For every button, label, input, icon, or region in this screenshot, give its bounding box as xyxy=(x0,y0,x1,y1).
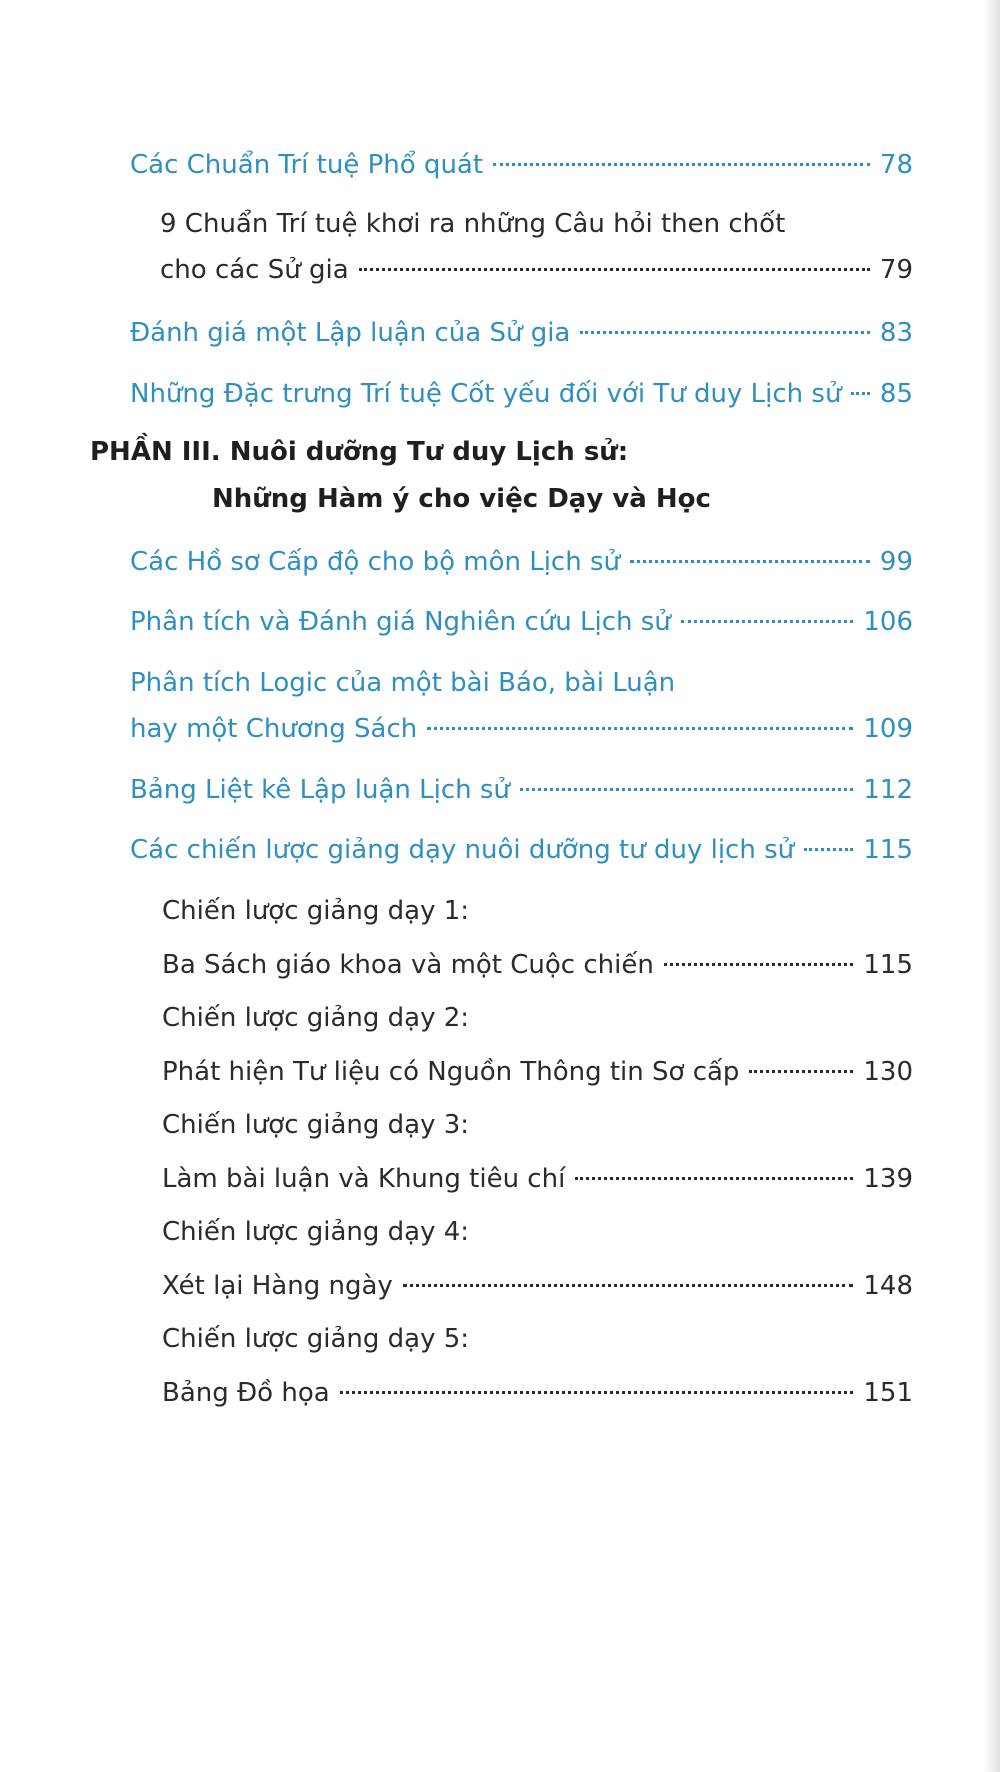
toc-subentry[interactable] xyxy=(162,1001,913,1089)
toc-entry-line1: Chiến lược giảng dạy 2: xyxy=(162,1003,470,1033)
toc-entry-title: Xét lại Hàng ngày xyxy=(162,1271,393,1301)
dot-leader xyxy=(359,268,870,271)
toc-entry-title: Bảng Đồ họa xyxy=(162,1378,330,1408)
toc-entry-page: 151 xyxy=(863,1378,913,1408)
toc-entry-title: Làm bài luận và Khung tiêu chí xyxy=(162,1164,566,1194)
toc-entry-page: 78 xyxy=(879,150,913,180)
toc-entry[interactable] xyxy=(130,773,913,807)
toc-subentry[interactable] xyxy=(162,894,913,982)
toc-entry-page: 79 xyxy=(879,255,913,285)
toc-entry[interactable] xyxy=(130,377,913,411)
toc-subentry[interactable] xyxy=(162,1322,913,1410)
toc-entry[interactable] xyxy=(130,605,913,639)
toc-entry-page: 139 xyxy=(863,1164,913,1194)
dot-leader xyxy=(403,1284,854,1287)
toc-entry[interactable] xyxy=(130,666,913,746)
toc-entry[interactable] xyxy=(130,545,913,579)
toc-entry-page: 109 xyxy=(863,714,913,744)
dot-leader xyxy=(804,848,853,851)
toc-entry-page: 83 xyxy=(879,318,913,348)
toc-entry-page: 115 xyxy=(863,835,913,865)
toc-entry-line1: Phân tích Logic của một bài Báo, bài Luận xyxy=(130,668,676,698)
toc-entry-page: 99 xyxy=(879,547,913,577)
toc-entry-line1: 9 Chuẩn Trí tuệ khơi ra những Câu hỏi then chốt xyxy=(160,209,786,239)
toc-entry-line1: Chiến lược giảng dạy 1: xyxy=(162,896,470,926)
toc-entry-page: 85 xyxy=(879,379,913,409)
toc-entry-page: 148 xyxy=(863,1271,913,1301)
toc-subentry[interactable] xyxy=(160,207,913,287)
toc-entry-line1: Chiến lược giảng dạy 5: xyxy=(162,1324,470,1354)
toc-entry-page: 130 xyxy=(863,1057,913,1087)
dot-leader xyxy=(664,963,854,966)
part-heading-line2: Những Hàm ý cho việc Dạy và Học xyxy=(212,484,711,514)
toc-entry-title: Các chiến lược giảng dạy nuôi dưỡng tư duy lịch sử xyxy=(130,835,795,865)
toc-entry-title: Các Chuẩn Trí tuệ Phổ quát xyxy=(130,150,484,180)
toc-entry-title: Bảng Liệt kê Lập luận Lịch sử xyxy=(130,775,510,805)
toc-entry-line1: Chiến lược giảng dạy 3: xyxy=(162,1110,470,1140)
part-heading-line1: PHẦN III. Nuôi dưỡng Tư duy Lịch sử: xyxy=(90,437,629,467)
toc-entry-title: Các Hồ sơ Cấp độ cho bộ môn Lịch sử xyxy=(130,547,620,577)
dot-leader xyxy=(749,1070,853,1073)
dot-leader xyxy=(630,560,870,563)
toc-entry[interactable] xyxy=(130,833,913,867)
dot-leader xyxy=(520,788,853,791)
page-edge-shadow xyxy=(984,0,1000,1772)
toc-entry-title: hay một Chương Sách xyxy=(130,714,418,744)
dot-leader xyxy=(493,163,870,166)
toc-entry-title: Phân tích và Đánh giá Nghiên cứu Lịch sử xyxy=(130,607,671,637)
dot-leader xyxy=(575,1177,853,1180)
toc-subentry[interactable] xyxy=(162,1108,913,1196)
dot-leader xyxy=(340,1391,854,1394)
toc-entry-page: 112 xyxy=(863,775,913,805)
dot-leader xyxy=(427,727,853,730)
toc-entry-title: Những Đặc trưng Trí tuệ Cốt yếu đối với Tư duy Lịch sử xyxy=(130,379,842,409)
toc-entry-title: Đánh giá một Lập luận của Sử gia xyxy=(130,318,571,348)
toc-entry-page: 115 xyxy=(863,950,913,980)
dot-leader xyxy=(851,392,869,395)
toc-entry-page: 106 xyxy=(863,607,913,637)
dot-leader xyxy=(580,331,870,334)
toc-entry-title: Phát hiện Tư liệu có Nguồn Thông tin Sơ cấp xyxy=(162,1057,740,1087)
toc-entry-title: Ba Sách giáo khoa và một Cuộc chiến xyxy=(162,950,654,980)
toc-entry[interactable] xyxy=(130,316,913,350)
toc-entry[interactable] xyxy=(130,148,913,182)
toc-entry-line1: Chiến lược giảng dạy 4: xyxy=(162,1217,470,1247)
toc-subentry[interactable] xyxy=(162,1215,913,1303)
dot-leader xyxy=(681,620,854,623)
toc-entry-title: cho các Sử gia xyxy=(160,255,349,285)
